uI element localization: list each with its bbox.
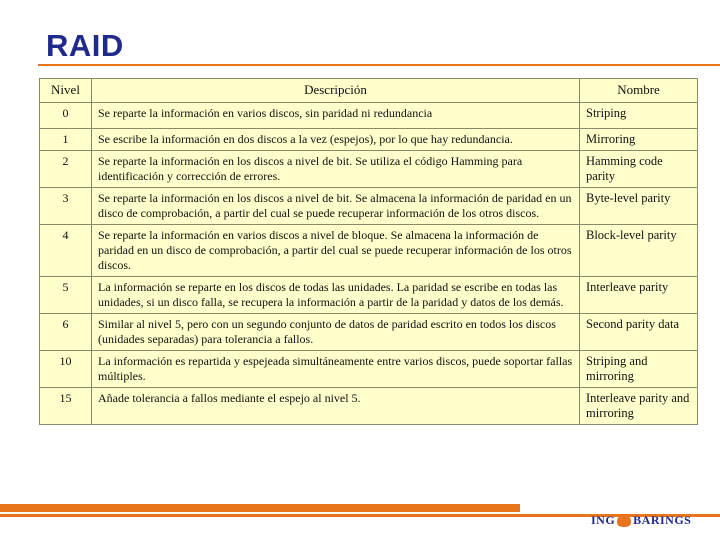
table-row — [40, 129, 698, 151]
row-level: 5 — [40, 277, 92, 314]
row-name: Hamming code parity — [580, 151, 698, 188]
row-level: 4 — [40, 225, 92, 277]
row-name: Interleave parity — [580, 277, 698, 314]
table-row — [40, 225, 698, 277]
title-divider — [38, 64, 720, 66]
row-description: Se escribe la información en dos discos a la vez (espejos), por lo que hay redundancia. — [92, 129, 580, 151]
row-description: La información se reparte en los discos de todas las unidades. La paridad se escribe en todas las unidades, si un disco falla, se recupera la información a partir de la paridad y datos de los demás. — [92, 277, 580, 314]
header-description: Descripción — [92, 79, 580, 103]
logo-right-text: BARINGS — [633, 513, 692, 527]
row-name: Interleave parity and mirroring — [580, 388, 698, 425]
table-row — [40, 351, 698, 388]
table-row — [40, 314, 698, 351]
row-name: Byte-level parity — [580, 188, 698, 225]
row-name: Striping — [580, 103, 698, 129]
row-level: 10 — [40, 351, 92, 388]
row-level: 6 — [40, 314, 92, 351]
page-title: RAID — [46, 28, 124, 63]
row-description: Añade tolerancia a fallos mediante el espejo al nivel 5. — [92, 388, 580, 425]
row-level: 2 — [40, 151, 92, 188]
row-description: Se reparte la información en los discos a nivel de bit. Se utiliza el código Hamming para identificación y corrección de errores. — [92, 151, 580, 188]
lion-icon — [617, 515, 631, 527]
row-level: 15 — [40, 388, 92, 425]
ing-barings-logo — [591, 513, 691, 528]
row-description: Similar al nivel 5, pero con un segundo conjunto de datos de paridad escrito en todos los discos (unidades separadas) para tolerancia a fallos. — [92, 314, 580, 351]
row-name: Block-level parity — [580, 225, 698, 277]
row-level: 0 — [40, 103, 92, 129]
row-description: La información es repartida y espejeada simultáneamente entre varios discos, puede soportar fallas múltiples. — [92, 351, 580, 388]
table-row — [40, 103, 698, 129]
logo-left-text: ING — [591, 513, 616, 527]
row-description: Se reparte la información en varios discos a nivel de bloque. Se almacena la información de paridad en un disco de comprobación, a partir del cual se puede recuperar información de los otros discos. — [92, 225, 580, 277]
table-row — [40, 277, 698, 314]
table-row — [40, 388, 698, 425]
row-name: Mirroring — [580, 129, 698, 151]
raid-levels-table — [39, 78, 698, 425]
table-row — [40, 151, 698, 188]
table-header-row — [40, 79, 698, 103]
header-level: Nivel — [40, 79, 92, 103]
header-name: Nombre — [580, 79, 698, 103]
row-description: Se reparte la información en varios discos, sin paridad ni redundancia — [92, 103, 580, 129]
row-level: 1 — [40, 129, 92, 151]
row-description: Se reparte la información en los discos a nivel de bit. Se almacena la información de paridad en un disco de comprobación, a partir del cual se puede recuperar información de los otros discos. — [92, 188, 580, 225]
row-level: 3 — [40, 188, 92, 225]
row-name: Striping and mirroring — [580, 351, 698, 388]
footer-accent-bar — [0, 504, 520, 512]
row-name: Second parity data — [580, 314, 698, 351]
table-row — [40, 188, 698, 225]
